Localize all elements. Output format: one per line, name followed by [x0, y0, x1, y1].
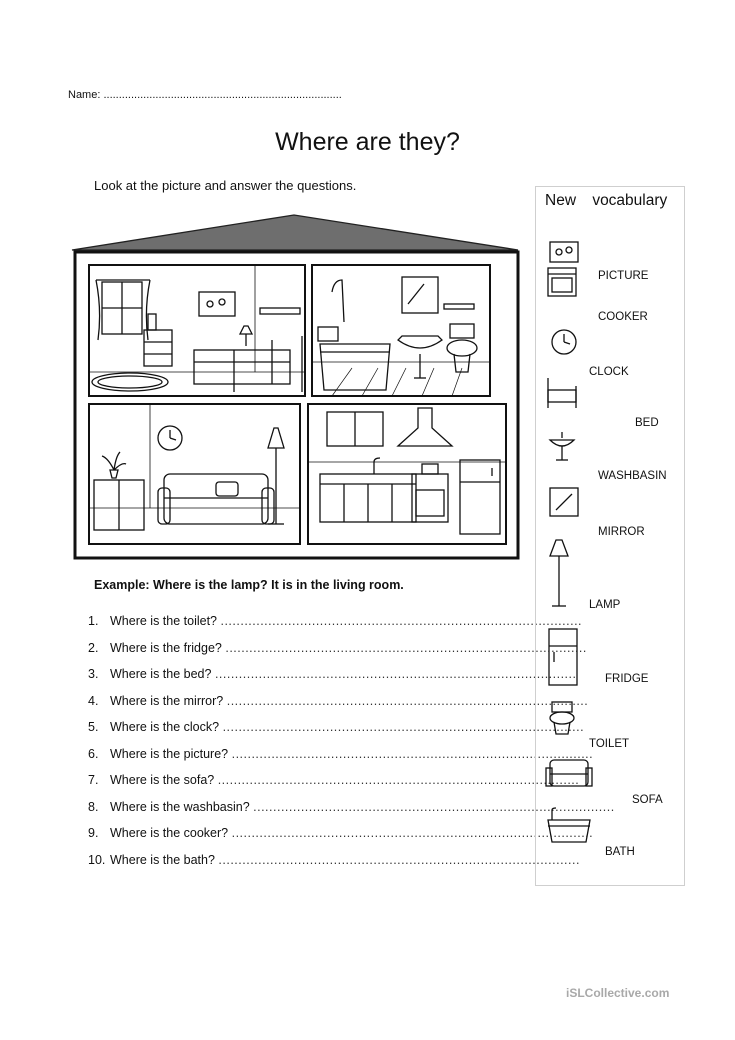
vocab-word-mirror: MIRROR: [598, 526, 645, 538]
vocab-word-washbasin: WASHBASIN: [598, 470, 667, 482]
question-item: [88, 799, 615, 827]
question-item: [88, 614, 583, 641]
kitchen-fridge: [460, 460, 500, 534]
kitchen-cooker: [412, 474, 448, 522]
question-text: Where is the fridge?: [110, 640, 222, 655]
question-item: [88, 773, 580, 800]
lamp-icon: [546, 538, 572, 610]
vocab-word-clock: CLOCK: [589, 366, 629, 378]
question-text: Where is the cooker?: [110, 826, 229, 840]
question-text: Where is the sofa?: [110, 773, 215, 787]
question-number: 5.: [88, 720, 99, 734]
clock-icon: [546, 324, 582, 360]
living-room-sofa: [164, 474, 268, 524]
worksheet-title: Where are they?: [275, 128, 460, 156]
answer-line[interactable]: ...........................................................................................: [225, 640, 587, 655]
bath-icon: [544, 806, 594, 846]
washbasin-icon: [544, 428, 580, 464]
question-text: Where is the picture?: [110, 746, 229, 761]
fridge-icon: [546, 626, 580, 688]
vocab-word-lamp: LAMP: [589, 599, 621, 611]
name-field-line: Name: ..............................................................................: [68, 89, 342, 101]
question-number: 3.: [88, 667, 99, 681]
question-number: 7.: [88, 773, 99, 787]
answer-line[interactable]: ...........................................................................................: [217, 773, 580, 787]
question-number: 2.: [88, 640, 99, 655]
question-number: 4.: [88, 693, 99, 708]
question-item: [88, 852, 580, 880]
answer-line[interactable]: ...........................................................................................: [253, 799, 615, 814]
bedroom-room: [89, 265, 305, 396]
bedroom-bed: [194, 350, 290, 384]
question-number: 9.: [88, 826, 99, 840]
cooker-icon: [544, 262, 580, 298]
house-roof: [72, 215, 518, 250]
question-item: [88, 720, 585, 747]
bathroom-washbasin: [398, 336, 442, 348]
question-item: [88, 826, 594, 853]
answer-line[interactable]: ...........................................................................................: [218, 852, 580, 867]
question-text: Where is the bath?: [110, 852, 215, 867]
question-text: Where is the bed?: [110, 667, 212, 681]
toilet-icon: [544, 700, 580, 736]
bathroom-mirror: [402, 277, 438, 313]
answer-line[interactable]: ...........................................................................................: [231, 826, 594, 840]
house-illustration: [72, 212, 522, 562]
question-list: [88, 614, 615, 879]
living-room: [89, 404, 300, 544]
question-item: [88, 640, 587, 668]
answer-line[interactable]: ...........................................................................................: [222, 720, 585, 734]
site-watermark: iSLCollective.com: [566, 986, 670, 1000]
bathroom-bath: [320, 344, 390, 390]
question-item: [88, 693, 589, 721]
vocab-word-fridge: FRIDGE: [605, 673, 649, 685]
question-number: 8.: [88, 799, 99, 814]
question-text: Where is the mirror?: [110, 693, 224, 708]
kitchen-room: [308, 404, 506, 544]
vocabulary-title: New vocabulary: [545, 192, 668, 209]
answer-line[interactable]: ...........................................................................................: [231, 746, 594, 761]
question-number: 10.: [88, 852, 106, 867]
sofa-icon: [544, 752, 594, 792]
answer-line[interactable]: ...........................................................................................: [226, 693, 589, 708]
answer-line[interactable]: ...........................................................................................: [220, 614, 583, 628]
instruction-text: Look at the picture and answer the questions.: [94, 178, 357, 193]
question-item: [88, 746, 594, 774]
bathroom-toilet: [450, 324, 474, 338]
vocab-word-bed: BED: [635, 417, 659, 429]
bedroom-picture: [199, 292, 235, 316]
question-text: Where is the clock?: [110, 720, 220, 734]
answer-line[interactable]: ...........................................................................................: [214, 667, 577, 681]
question-number: 6.: [88, 746, 99, 761]
question-text: Where is the toilet?: [110, 614, 217, 628]
question-text: Where is the washbasin?: [110, 799, 250, 814]
bathroom-room: [312, 265, 490, 396]
mirror-icon: [546, 484, 582, 520]
living-room-lamp: [268, 428, 284, 448]
vocab-word-cooker: COOKER: [598, 311, 648, 323]
vocab-word-bath: BATH: [605, 846, 635, 858]
question-number: 1.: [88, 614, 99, 628]
example-sentence: Example: Where is the lamp? It is in the living room.: [94, 578, 404, 592]
vocab-word-sofa: SOFA: [632, 794, 663, 806]
vocab-word-picture: PICTURE: [598, 270, 649, 282]
vocab-word-toilet: TOILET: [589, 738, 630, 750]
question-item: [88, 667, 577, 694]
bed-icon: [544, 374, 580, 410]
